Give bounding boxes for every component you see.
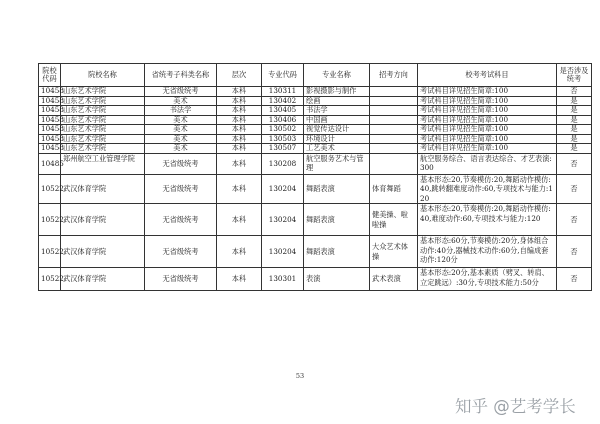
cell-major-code: 130311 [262,87,304,97]
cell-code: 10458 [39,96,61,106]
cell-major-code: 130406 [262,115,304,125]
cell-direction [370,115,418,125]
cell-category: 美术 [145,144,217,154]
cell-direction [370,96,418,106]
header-major-code: 专业代码 [262,64,304,87]
cell-category: 美术 [145,96,217,106]
cell-major-code: 130507 [262,144,304,154]
header-unified-exam: 是否涉及统考 [557,64,592,87]
cell-category: 无省级统考 [145,268,217,291]
header-school-code: 院校代码 [39,64,61,87]
cell-code: 10458 [39,106,61,116]
table-row [39,106,592,116]
cell-unified: 否 [557,174,592,204]
cell-level: 本科 [217,236,262,268]
header-direction: 招考方向 [370,64,418,87]
cell-direction [370,106,418,116]
cell-code: 10458 [39,87,61,97]
cell-unified: 是 [557,125,592,135]
cell-direction: 武术表演 [370,268,418,291]
cell-level: 本科 [217,134,262,144]
cell-school: 山东艺术学院 [61,87,145,97]
cell-school: 武汉体育学院 [61,268,145,291]
cell-major-code: 130301 [262,268,304,291]
cell-category: 书法学 [145,106,217,116]
cell-direction: 体育舞蹈 [370,174,418,204]
cell-major-code: 130208 [262,153,304,174]
cell-category: 无省级统考 [145,204,217,236]
cell-level: 本科 [217,204,262,236]
cell-subjects: 考试科目详见招生简章:100 [418,87,557,97]
cell-major-code: 130402 [262,96,304,106]
cell-code: 10522 [39,204,61,236]
cell-unified: 否 [557,268,592,291]
cell-code: 10485 [39,153,61,174]
cell-direction [370,87,418,97]
cell-level: 本科 [217,87,262,97]
cell-subjects: 考试科目详见招生简章:100 [418,106,557,116]
cell-level: 本科 [217,144,262,154]
cell-major: 影视摄影与制作 [304,87,370,97]
cell-subjects: 基本形态:20分,基本素质（劈叉、转肩、立定跳远）:30分,专项技术能力:50分 [418,268,557,291]
cell-major: 舞蹈表演 [304,236,370,268]
cell-unified: 是 [557,96,592,106]
cell-major: 舞蹈表演 [304,174,370,204]
header-school-name: 院校名称 [61,64,145,87]
cell-school: 武汉体育学院 [61,204,145,236]
cell-level: 本科 [217,174,262,204]
cell-major: 环境设计 [304,134,370,144]
cell-unified: 否 [557,204,592,236]
cell-category: 美术 [145,134,217,144]
cell-unified: 否 [557,153,592,174]
cell-category: 无省级统考 [145,236,217,268]
cell-direction [370,144,418,154]
table-row [39,236,592,268]
cell-category: 无省级统考 [145,153,217,174]
cell-direction [370,153,418,174]
cell-school: 武汉体育学院 [61,174,145,204]
cell-code: 10522 [39,236,61,268]
header-exam-subjects: 校考考试科目 [418,64,557,87]
table-row [39,174,592,204]
header-major-name: 专业名称 [304,64,370,87]
cell-code: 10522 [39,174,61,204]
cell-major: 舞蹈表演 [304,204,370,236]
cell-subjects: 基本形态:20,节奏模仿:20,舞蹈动作模仿:40,难度动作:60,专项技术与能力:120 [418,204,557,236]
cell-major-code: 130204 [262,174,304,204]
cell-subjects: 基本形态:60分,节奏模仿:20分,身体组合动作:40分,器械技术动作:60分,自编成套动作:120分 [418,236,557,268]
cell-school: 山东艺术学院 [61,144,145,154]
cell-unified: 是 [557,106,592,116]
cell-school: 郑州航空工业管理学院 [61,153,145,174]
cell-school: 山东艺术学院 [61,106,145,116]
cell-school: 武汉体育学院 [61,236,145,268]
cell-direction [370,125,418,135]
cell-unified: 是 [557,115,592,125]
cell-direction [370,134,418,144]
table-row [39,268,592,291]
cell-direction: 健美操、啦啦操 [370,204,418,236]
cell-code: 10458 [39,125,61,135]
cell-category: 无省级统考 [145,87,217,97]
cell-major-code: 130204 [262,204,304,236]
cell-code: 10458 [39,144,61,154]
table-row [39,144,592,154]
cell-unified: 否 [557,87,592,97]
cell-code: 10458 [39,134,61,144]
cell-major-code: 130503 [262,134,304,144]
cell-subjects: 考试科目详见招生简章:100 [418,134,557,144]
cell-major: 中国画 [304,115,370,125]
cell-subjects: 考试科目详见招生简章:100 [418,115,557,125]
zhihu-watermark: 知乎 @艺考学长 [455,397,576,416]
cell-code: 10522 [39,268,61,291]
cell-major: 航空服务艺术与管理 [304,153,370,174]
cell-subjects: 考试科目详见招生简章:100 [418,144,557,154]
cell-major-code: 130204 [262,236,304,268]
cell-major: 绘画 [304,96,370,106]
table-row [39,153,592,174]
cell-major: 表演 [304,268,370,291]
cell-level: 本科 [217,115,262,125]
cell-level: 本科 [217,153,262,174]
cell-school: 山东艺术学院 [61,125,145,135]
cell-subjects: 航空服务综合、语言表达综合、才艺表演:300 [418,153,557,174]
table-row [39,87,592,97]
page-number: 53 [295,372,305,380]
table-header-row [39,64,592,87]
cell-level: 本科 [217,96,262,106]
cell-subjects: 考试科目详见招生简章:100 [418,96,557,106]
cell-major: 书法学 [304,106,370,116]
cell-level: 本科 [217,125,262,135]
cell-level: 本科 [217,268,262,291]
cell-school: 山东艺术学院 [61,96,145,106]
admissions-table [38,63,592,291]
cell-subjects: 基本形态:20,节奏模仿:20,舞蹈动作模仿:40,跳转翻难度动作:60,专项技术与能力:120 [418,174,557,204]
cell-school: 山东艺术学院 [61,134,145,144]
cell-school: 山东艺术学院 [61,115,145,125]
cell-unified: 否 [557,236,592,268]
cell-direction: 大众艺术体操 [370,236,418,268]
cell-unified: 是 [557,144,592,154]
cell-subjects: 考试科目详见招生简章:100 [418,125,557,135]
header-exam-category: 省统考子科类名称 [145,64,217,87]
table-row [39,204,592,236]
cell-category: 美术 [145,125,217,135]
cell-category: 美术 [145,115,217,125]
cell-level: 本科 [217,106,262,116]
cell-code: 10458 [39,115,61,125]
cell-unified: 是 [557,134,592,144]
table-row [39,125,592,135]
cell-category: 无省级统考 [145,174,217,204]
cell-major: 工艺美术 [304,144,370,154]
cell-major-code: 130405 [262,106,304,116]
header-level: 层次 [217,64,262,87]
cell-major-code: 130502 [262,125,304,135]
cell-major: 视觉传达设计 [304,125,370,135]
